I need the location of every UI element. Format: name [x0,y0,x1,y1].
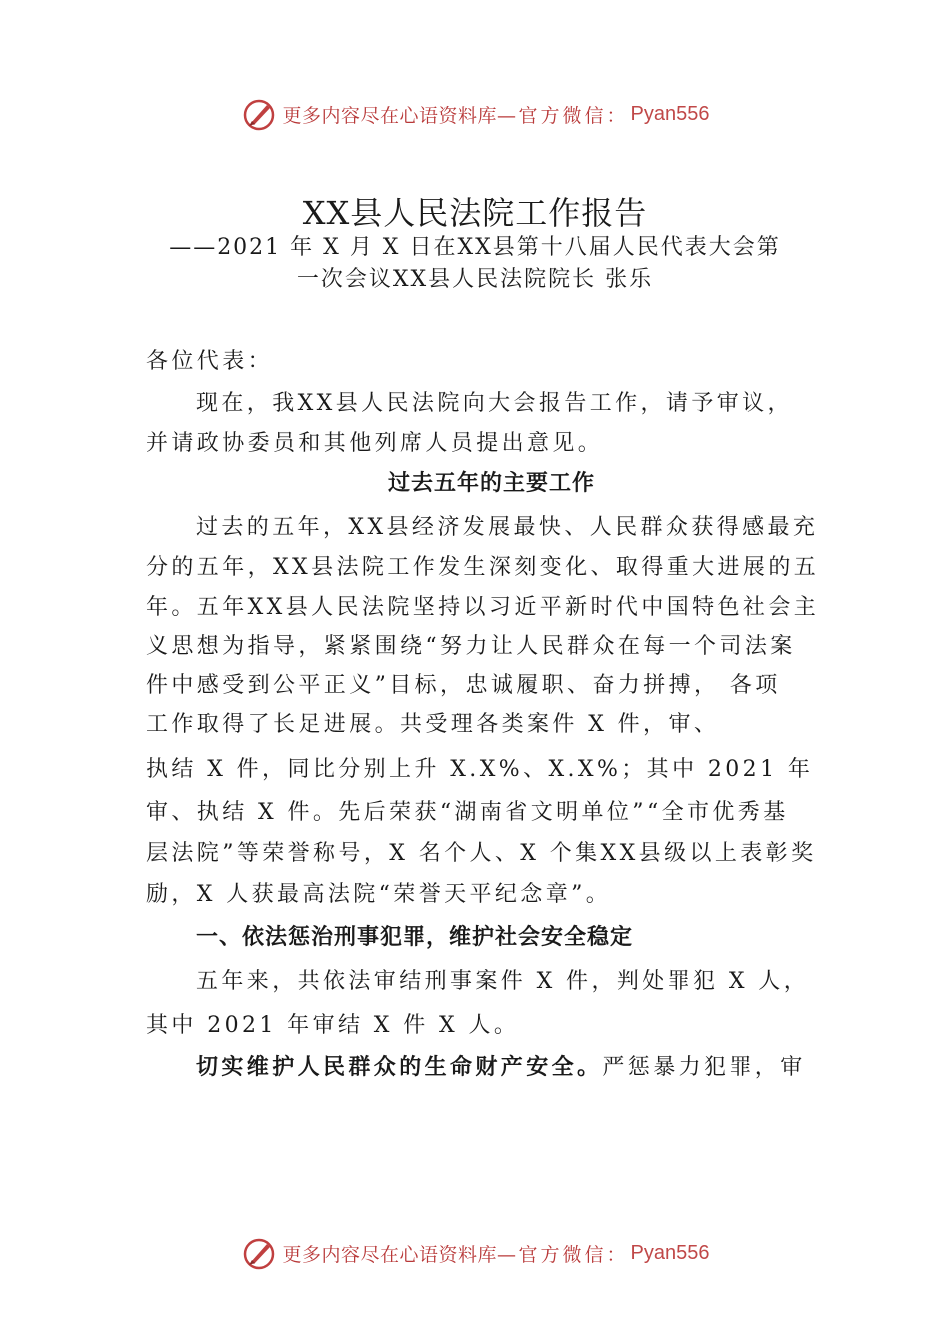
paragraph-line: 审、执结 X 件。先后荣获“湖南省文明单位”“全市优秀基 [146,800,789,825]
bold-lead-phrase: 切实维护人民群众的生命财产安全。 [196,1054,603,1080]
intro-line-2: 并请政协委员和其他列席人员提出意见。 [146,431,604,456]
watermark-wechat-id: Pyan556 [630,102,710,125]
paragraph-line: 励，X 人获最高法院“荣誉天平纪念章”。 [146,882,612,907]
subsection-heading-1: 一、依法惩治刑事犯罪，维护社会安全稳定 [196,925,634,950]
section-heading: 过去五年的主要工作 [388,471,596,496]
watermark-wechat-label: 官方微信： [518,1243,629,1266]
paragraph-line: 过去的五年，XX县经济发展最快、人民群众获得感最充 [196,515,819,540]
watermark-text: 更多内容尽在心语资料库— [282,1243,517,1266]
paragraph-line: 执结 X 件，同比分别上升 X.X%、X.X%；其中 2021 年 [146,757,814,782]
intro-line-1: 现在，我XX县人民法院向大会报告工作，请予审议， [196,391,793,416]
watermark-wechat-id: Pyan556 [630,1241,710,1264]
paragraph-line [196,1050,806,1081]
quill-seal-logo-icon [241,1235,277,1271]
watermark-banner-bottom [0,1233,950,1273]
greeting: 各位代表： [146,349,274,374]
paragraph-line: 层法院”等荣誉称号，X 名个人、X 个集XX县级以上表彰奖 [146,841,817,866]
watermark-wechat-label: 官方微信： [518,104,629,127]
paragraph-text: 严惩暴力犯罪，审 [602,1055,806,1080]
paragraph-line: 其中 2021 年审结 X 件 X 人。 [146,1013,520,1038]
document-subtitle-line-2: 一次会议XX县人民法院院长 张乐 [296,267,654,292]
quill-seal-logo-icon [241,96,277,132]
paragraph-line: 分的五年，XX县法院工作发生深刻变化、取得重大进展的五 [146,555,820,580]
paragraph-line: 工作取得了长足进展。共受理各类案件 X 件，审、 [146,712,720,737]
paragraph-line: 件中感受到公平正义”目标，忠诚履职、奋力拼搏， 各项 [146,673,781,698]
watermark-text: 更多内容尽在心语资料库— [282,104,517,127]
paragraph-line: 义思想为指导，紧紧围绕“努力让人民群众在每一个司法案 [146,634,796,659]
watermark-banner-top [0,94,950,134]
paragraph-line: 年。五年XX县人民法院坚持以习近平新时代中国特色社会主 [146,595,820,620]
paragraph-line: 五年来，共依法审结刑事案件 X 件，判处罪犯 X 人， [196,969,810,994]
document-title: XX县人民法院工作报告 [302,194,648,232]
document-subtitle-line-1: ——2021 年 X 月 X 日在XX县第十八届人民代表大会第 [169,235,781,260]
